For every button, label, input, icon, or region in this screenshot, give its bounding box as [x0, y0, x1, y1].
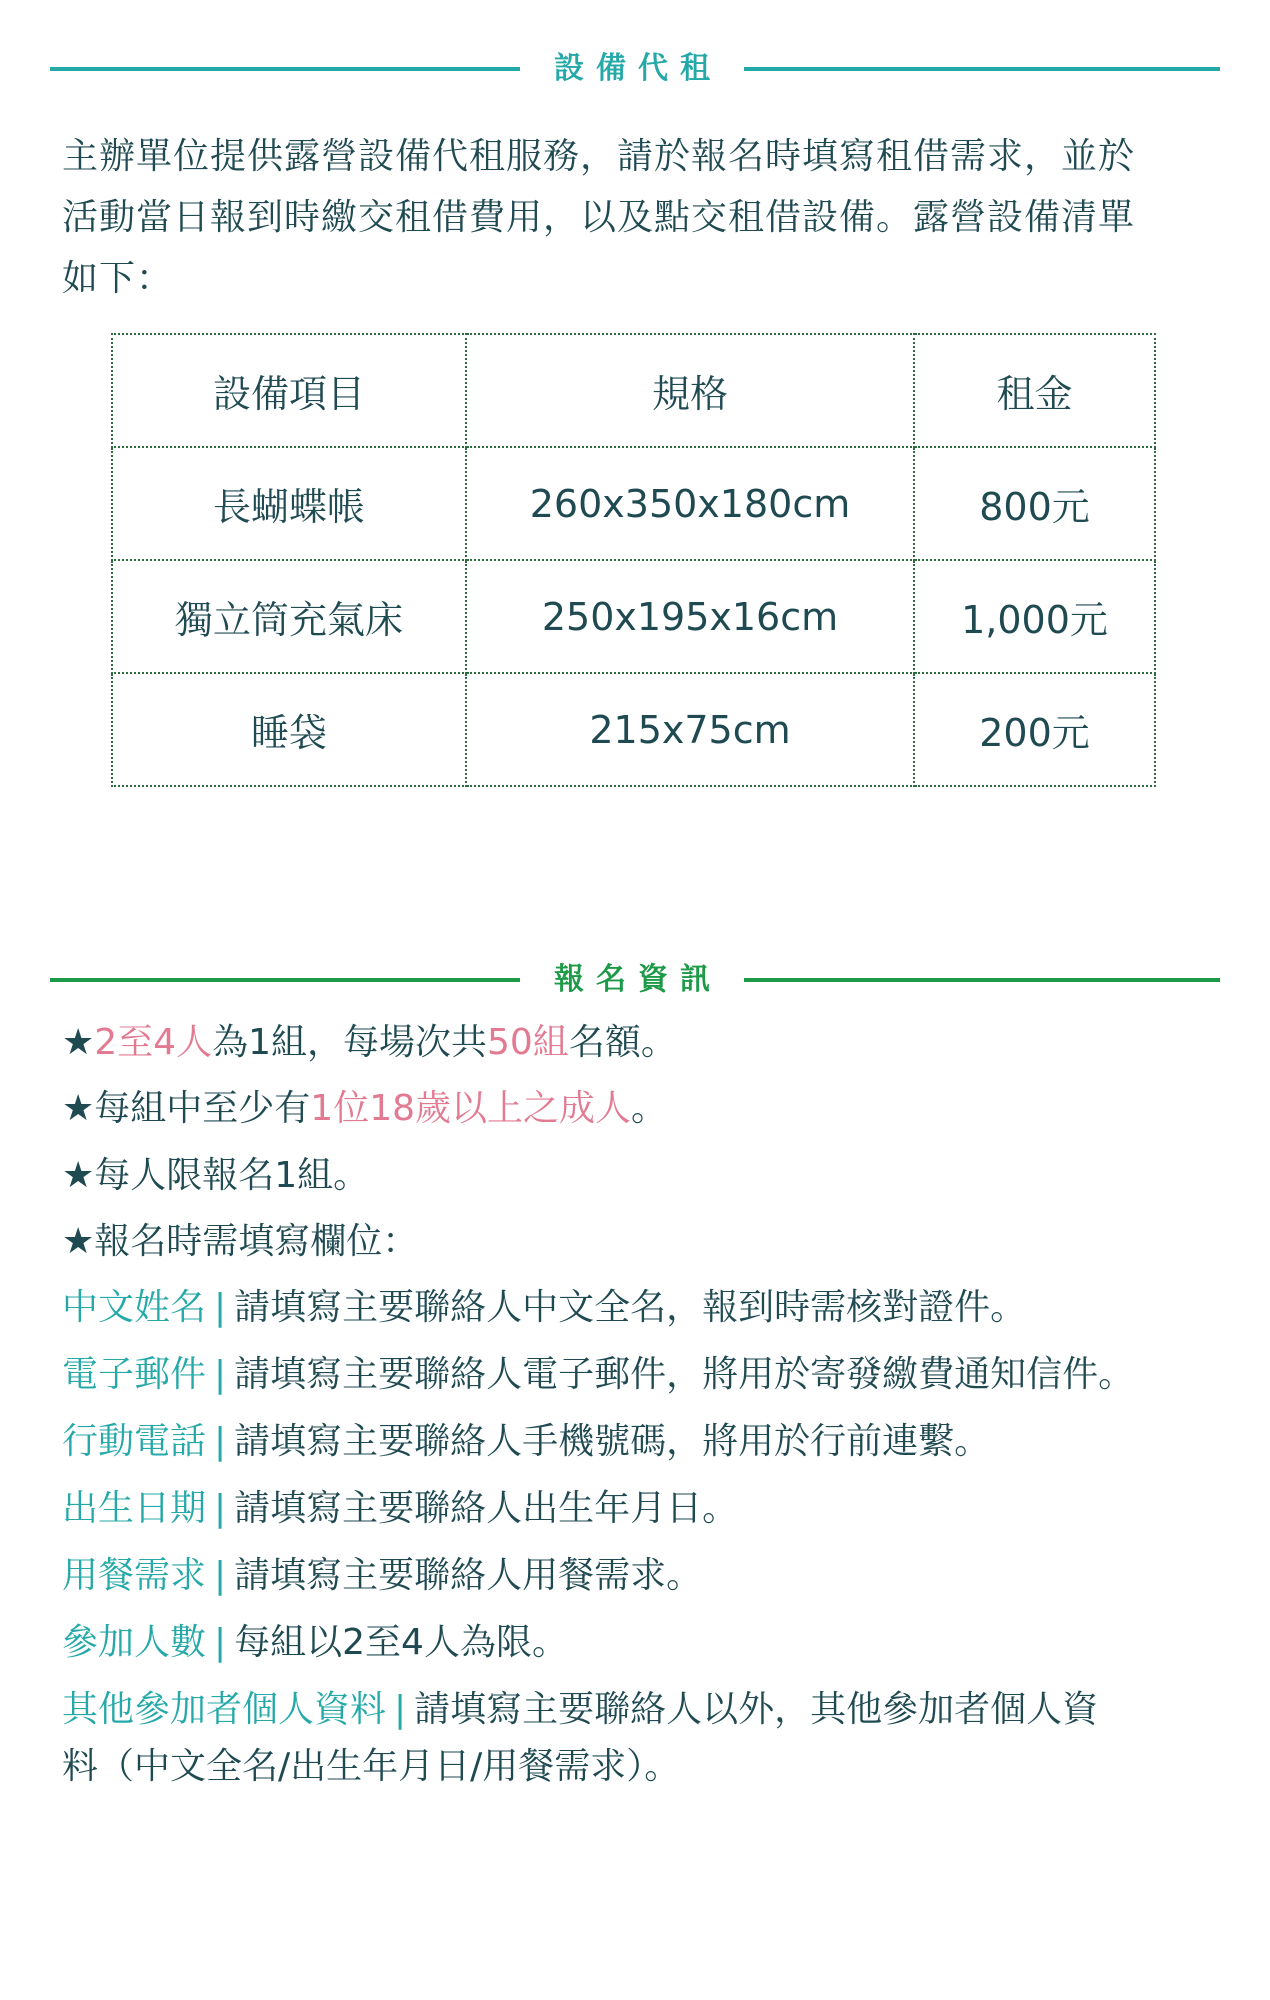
highlight-text: 1位18歲以上之成人 [310, 1088, 632, 1129]
separator: | [214, 1287, 227, 1328]
field-headcount [62, 1618, 568, 1668]
field-label: 其他參加者個人資料 [62, 1689, 387, 1730]
cell-price: 200元 [914, 673, 1155, 786]
rental-section-title: 設備代租 [554, 51, 722, 86]
field-email [62, 1350, 1134, 1400]
intro-line: 如下： [62, 258, 174, 299]
field-birthdate [62, 1484, 738, 1534]
cell-spec: 250x195x16cm [466, 560, 914, 673]
table-row [112, 673, 1155, 786]
equipment-table [111, 333, 1156, 787]
highlight-text: 2至4人 [94, 1022, 213, 1063]
field-desc: 請填寫主要聯絡人出生年月日。 [234, 1488, 739, 1529]
header-divider-right [744, 67, 1220, 71]
field-label: 行動電話 [62, 1421, 207, 1462]
rule-text: 。 [631, 1088, 668, 1129]
cell-item: 睡袋 [112, 673, 466, 786]
column-header-spec: 規格 [466, 334, 914, 447]
highlight-text: 50組 [487, 1022, 569, 1063]
field-desc: 請填寫主要聯絡人手機號碼，將用於行前連繫。 [234, 1421, 991, 1462]
intro-line: 活動當日報到時繳交租借費用，以及點交租借設備。露營設備清單 [62, 197, 1136, 238]
field-label: 中文姓名 [62, 1287, 207, 1328]
table-header-row [112, 334, 1155, 447]
registration-section-title: 報名資訊 [554, 962, 722, 997]
rental-intro [62, 126, 1192, 309]
field-desc: 請填寫主要聯絡人中文全名，報到時需核對證件。 [234, 1287, 1027, 1328]
cell-item: 獨立筒充氣床 [112, 560, 466, 673]
column-header-item: 設備項目 [112, 334, 466, 447]
field-label: 用餐需求 [62, 1555, 207, 1596]
cell-price: 800元 [914, 447, 1155, 560]
separator: | [214, 1421, 227, 1462]
rule-text: 每組中至少有 [94, 1088, 311, 1129]
rental-section-header [50, 49, 1220, 89]
separator: | [214, 1354, 227, 1395]
rule-fields-heading: ★報名時需填寫欄位： [62, 1221, 419, 1262]
field-label: 出生日期 [62, 1488, 207, 1529]
header-divider-right [744, 978, 1220, 982]
field-desc-continuation: 料（中文全名/出生年月日/用餐需求）。 [62, 1746, 681, 1787]
field-label: 電子郵件 [62, 1354, 207, 1395]
table-row [112, 560, 1155, 673]
cell-price: 1,000元 [914, 560, 1155, 673]
rule-text: 名額。 [568, 1022, 677, 1063]
field-label: 參加人數 [62, 1622, 207, 1663]
field-chinese-name [62, 1283, 1026, 1333]
field-desc: 請填寫主要聯絡人以外，其他參加者個人資 [414, 1689, 1099, 1730]
column-header-price: 租金 [914, 334, 1155, 447]
separator: | [214, 1488, 227, 1529]
field-meal [62, 1551, 702, 1601]
field-mobile [62, 1417, 990, 1467]
header-divider-left [50, 67, 520, 71]
field-desc: 請填寫主要聯絡人用餐需求。 [234, 1555, 703, 1596]
cell-item: 長蝴蝶帳 [112, 447, 466, 560]
intro-line: 主辦單位提供露營設備代租服務，請於報名時填寫租借需求，並於 [62, 136, 1136, 177]
star-icon: ★ [62, 1022, 95, 1063]
cell-spec: 260x350x180cm [466, 447, 914, 560]
header-divider-left [50, 978, 520, 982]
field-desc: 請填寫主要聯絡人電子郵件，將用於寄發繳費通知信件。 [234, 1354, 1135, 1395]
rule-adult [62, 1084, 667, 1134]
separator: | [214, 1555, 227, 1596]
table-row [112, 447, 1155, 560]
rule-group-size [62, 1018, 677, 1068]
rule-limit: ★每人限報名1組。 [62, 1155, 370, 1196]
separator: | [394, 1689, 407, 1730]
star-icon: ★ [62, 1088, 95, 1129]
separator: | [214, 1622, 227, 1663]
cell-spec: 215x75cm [466, 673, 914, 786]
field-other-participants [62, 1685, 1098, 1735]
registration-section-header [50, 960, 1220, 1000]
rule-text: 為1組，每場次共 [212, 1022, 487, 1063]
field-desc: 每組以2至4人為限。 [234, 1622, 568, 1663]
